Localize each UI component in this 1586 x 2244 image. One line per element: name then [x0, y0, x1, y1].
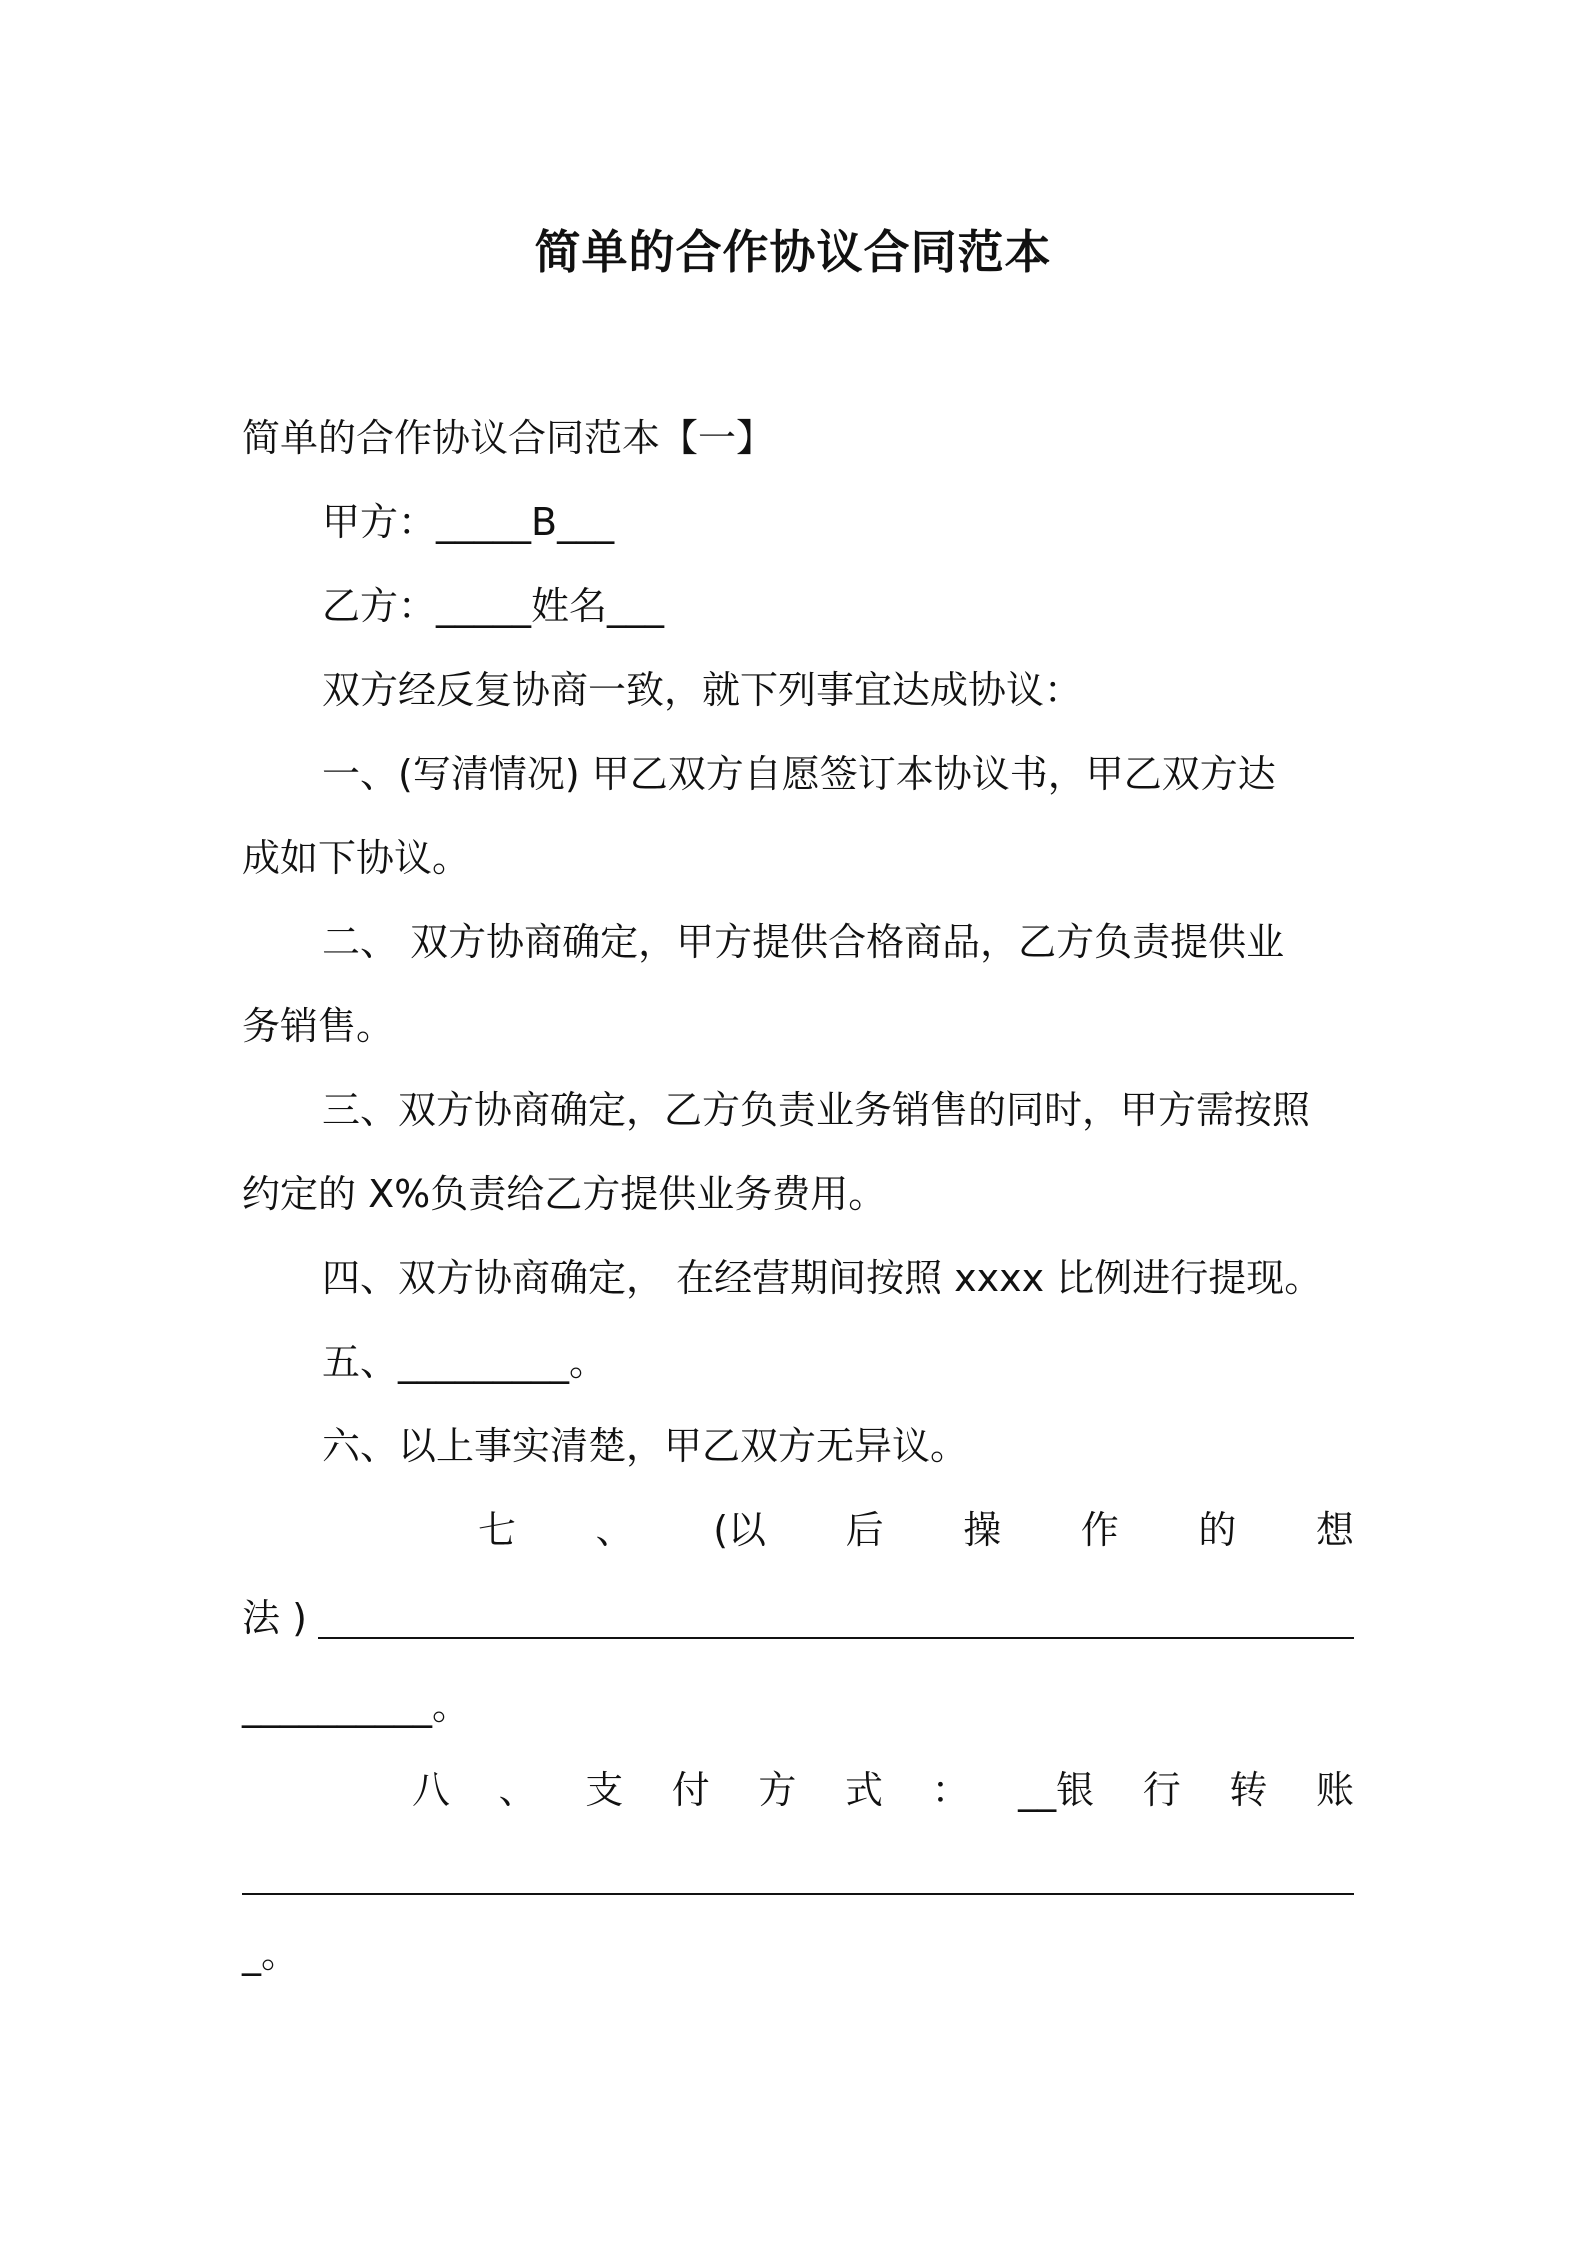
clause-1-line-1: 一、(写清情况) 甲乙双方自愿签订本协议书，甲乙双方达: [322, 752, 1276, 796]
clause-8-word: 八: [412, 1768, 451, 1812]
clause-3-line-2: 约定的 X%负责给乙方提供业务费用。: [242, 1172, 887, 1216]
clause-7-line-1: [478, 1505, 1354, 1555]
clause-5-line: 五、_________。: [322, 1340, 608, 1384]
clause-8-word: ：: [931, 1768, 970, 1812]
party-a-line: 甲方：_____B___: [322, 500, 615, 544]
clause-2-line-1: 二、 双方协商确定，甲方提供合格商品，乙方负责提供业: [322, 920, 1285, 964]
clause-7-word: 七: [478, 1508, 517, 1552]
intro-line: 双方经反复协商一致，就下列事宜达成协议：: [322, 668, 1083, 712]
clause-7-word: 作: [1080, 1508, 1119, 1552]
clause-6-line: 六、以上事实清楚，甲乙双方无异议。: [322, 1424, 969, 1468]
clause-8-word: 式: [844, 1768, 883, 1812]
clause-8-word: 方: [758, 1768, 797, 1812]
party-b-line: 乙方：_____姓名___: [322, 584, 665, 628]
clause-7-word: 、: [595, 1508, 634, 1552]
clause-2-line-2: 务销售。: [242, 1004, 395, 1048]
clause-8-word: __银: [1018, 1768, 1095, 1812]
clause-8-word: 转: [1229, 1768, 1268, 1812]
clause-7-word: 想: [1315, 1508, 1354, 1552]
clause-7-blank-rule: [318, 1637, 1354, 1639]
clause-1-line-2: 成如下协议。: [242, 836, 471, 880]
clause-8-word: 账: [1315, 1768, 1354, 1812]
clause-7-line-3: __________。: [242, 1684, 471, 1728]
clause-8-word: 、: [498, 1768, 537, 1812]
section-heading: 简单的合作协议合同范本【一】: [242, 416, 775, 460]
clause-8-word: 支: [585, 1768, 624, 1812]
clause-7-word: 操: [963, 1508, 1002, 1552]
clause-4-line: 四、双方协商确定， 在经营期间按照 xxxx 比例进行提现。: [322, 1256, 1323, 1300]
clause-8-word: 付: [671, 1768, 710, 1812]
clause-8-line-1: [412, 1765, 1354, 1815]
clause-7-word: 后: [845, 1508, 884, 1552]
clause-7-word: 的: [1198, 1508, 1237, 1552]
clause-8-line-3: _。: [242, 1932, 300, 1976]
clause-8-blank-rule: [242, 1893, 1354, 1895]
clause-7-line-2-prefix: 法 ): [242, 1596, 307, 1640]
clause-7-word: (以: [713, 1508, 767, 1552]
clause-8-word: 行: [1142, 1768, 1181, 1812]
clause-3-line-1: 三、双方协商确定，乙方负责业务销售的同时，甲方需按照: [322, 1088, 1311, 1132]
document-title: 简单的合作协议合同范本: [534, 225, 1052, 279]
